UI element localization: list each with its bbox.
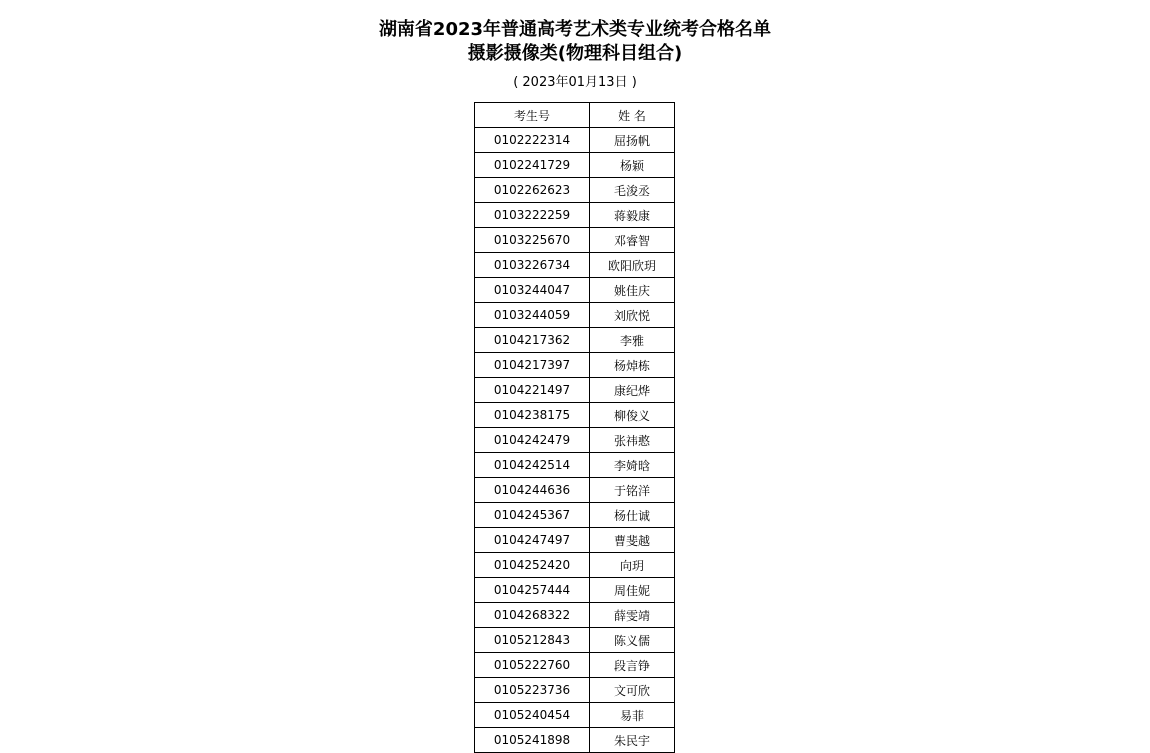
table-row xyxy=(475,203,675,228)
exam-id-cell: 0104242514 xyxy=(475,453,590,478)
exam-id-cell: 0105240454 xyxy=(475,703,590,728)
name-cell: 陈义儒 xyxy=(590,628,675,653)
table-row xyxy=(475,603,675,628)
exam-id-cell: 0104245367 xyxy=(475,503,590,528)
name-cell: 杨颖 xyxy=(590,153,675,178)
name-cell: 毛浚丞 xyxy=(590,178,675,203)
exam-id-cell: 0102241729 xyxy=(475,153,590,178)
table-row xyxy=(475,703,675,728)
exam-id-cell: 0104244636 xyxy=(475,478,590,503)
table-row xyxy=(475,178,675,203)
name-cell: 康纪烨 xyxy=(590,378,675,403)
table-row xyxy=(475,428,675,453)
table-row xyxy=(475,653,675,678)
column-header-exam-id: 考生号 xyxy=(475,103,590,128)
name-cell: 曹斐越 xyxy=(590,528,675,553)
exam-id-cell: 0103225670 xyxy=(475,228,590,253)
table-row xyxy=(475,478,675,503)
exam-id-cell: 0102262623 xyxy=(475,178,590,203)
table-row xyxy=(475,528,675,553)
table-row xyxy=(475,678,675,703)
name-cell: 李婍晗 xyxy=(590,453,675,478)
exam-id-cell: 0104217362 xyxy=(475,328,590,353)
exam-id-cell: 0104221497 xyxy=(475,378,590,403)
table-body xyxy=(475,128,675,753)
exam-id-cell: 0104252420 xyxy=(475,553,590,578)
column-header-name: 姓 名 xyxy=(590,103,675,128)
page-title: 湖南省2023年普通高考艺术类专业统考合格名单 xyxy=(378,19,772,40)
name-cell: 蒋毅康 xyxy=(590,203,675,228)
name-cell: 朱民宇 xyxy=(590,728,675,753)
table-row xyxy=(475,728,675,753)
name-cell: 欧阳欣玥 xyxy=(590,253,675,278)
name-cell: 刘欣悦 xyxy=(590,303,675,328)
name-cell: 姚佳庆 xyxy=(590,278,675,303)
table-row xyxy=(475,128,675,153)
exam-id-cell: 0103244059 xyxy=(475,303,590,328)
exam-id-cell: 0105212843 xyxy=(475,628,590,653)
title-block xyxy=(0,18,1150,92)
name-cell: 文可欣 xyxy=(590,678,675,703)
name-cell: 张祎憨 xyxy=(590,428,675,453)
table-row xyxy=(475,403,675,428)
table-row xyxy=(475,378,675,403)
name-cell: 柳俊义 xyxy=(590,403,675,428)
name-cell: 李雅 xyxy=(590,328,675,353)
table-row xyxy=(475,628,675,653)
table-row xyxy=(475,453,675,478)
exam-id-cell: 0104217397 xyxy=(475,353,590,378)
page-subtitle: 摄影摄像类(物理科目组合) xyxy=(467,43,683,64)
exam-id-cell: 0104242479 xyxy=(475,428,590,453)
exam-id-cell: 0105223736 xyxy=(475,678,590,703)
table-row xyxy=(475,553,675,578)
name-cell: 杨焯栋 xyxy=(590,353,675,378)
exam-id-cell: 0103222259 xyxy=(475,203,590,228)
publish-date: ( 2023年01月13日 ) xyxy=(513,75,637,90)
name-cell: 周佳妮 xyxy=(590,578,675,603)
exam-id-cell: 0104268322 xyxy=(475,603,590,628)
name-cell: 屈扬帆 xyxy=(590,128,675,153)
exam-id-cell: 0104238175 xyxy=(475,403,590,428)
table-row xyxy=(475,253,675,278)
name-cell: 薛雯靖 xyxy=(590,603,675,628)
table-row xyxy=(475,578,675,603)
name-cell: 于铭洋 xyxy=(590,478,675,503)
exam-id-cell: 0105241898 xyxy=(475,728,590,753)
table-row xyxy=(475,278,675,303)
name-cell: 易菲 xyxy=(590,703,675,728)
table-row xyxy=(475,153,675,178)
table-row xyxy=(475,228,675,253)
candidate-table xyxy=(474,102,675,753)
table-row xyxy=(475,328,675,353)
table-header-row xyxy=(475,103,675,128)
table-row xyxy=(475,503,675,528)
name-cell: 邓睿智 xyxy=(590,228,675,253)
name-cell: 向玥 xyxy=(590,553,675,578)
table-row xyxy=(475,303,675,328)
table-row xyxy=(475,353,675,378)
exam-id-cell: 0104247497 xyxy=(475,528,590,553)
exam-id-cell: 0104257444 xyxy=(475,578,590,603)
exam-id-cell: 0103226734 xyxy=(475,253,590,278)
exam-id-cell: 0102222314 xyxy=(475,128,590,153)
name-cell: 杨仕诚 xyxy=(590,503,675,528)
name-cell: 段言铮 xyxy=(590,653,675,678)
exam-id-cell: 0103244047 xyxy=(475,278,590,303)
exam-id-cell: 0105222760 xyxy=(475,653,590,678)
